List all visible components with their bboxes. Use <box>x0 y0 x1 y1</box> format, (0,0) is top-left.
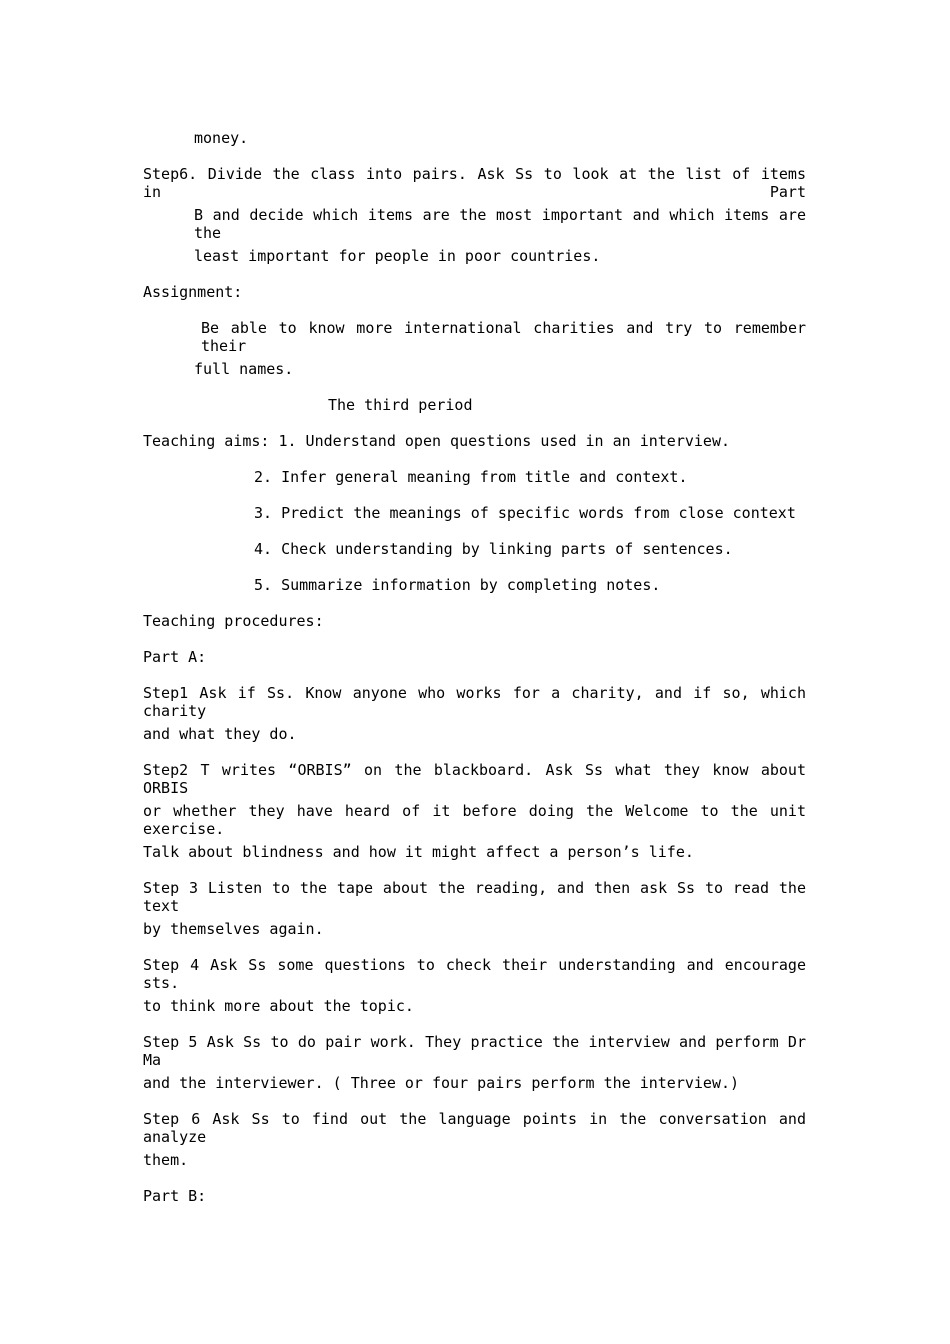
text-line: Step2 T writes “ORBIS” on the blackboard. Ask Ss what they know about ORBIS <box>143 761 806 797</box>
text-line: by themselves again. <box>143 920 324 938</box>
text-line: or whether they have heard of it before doing the Welcome to the unit exercise. <box>143 802 806 838</box>
text-line: Step 4 Ask Ss some questions to check their understanding and encourage sts. <box>143 956 806 992</box>
text-line: Part A: <box>143 648 207 666</box>
list-item: 5. Summarize information by completing notes. <box>254 576 661 594</box>
text-line: Step 5 Ask Ss to do pair work. They practice the interview and perform Dr Ma <box>143 1033 806 1069</box>
text-line: B and decide which items are the most important and which items are the <box>194 206 806 242</box>
text-line: and the interviewer. ( Three or four pairs perform the interview.) <box>143 1074 740 1092</box>
text-line: Step 6 Ask Ss to find out the language points in the conversation and analyze <box>143 1110 806 1146</box>
text-line: them. <box>143 1151 189 1169</box>
text-line: to think more about the topic. <box>143 997 414 1015</box>
list-item: 3. Predict the meanings of specific words from close context <box>254 504 796 522</box>
section-heading: The third period <box>328 396 473 414</box>
text-line: Be able to know more international charities and try to remember their <box>201 319 806 355</box>
list-item: 2. Infer general meaning from title and context. <box>254 468 688 486</box>
text-line: and what they do. <box>143 725 297 743</box>
text-line: Talk about blindness and how it might affect a person’s life. <box>143 843 694 861</box>
text-line: full names. <box>194 360 294 378</box>
text-line: Teaching aims: 1. Understand open questions used in an interview. <box>143 432 730 450</box>
text-line: money. <box>194 129 249 147</box>
text-line: Step1 Ask if Ss. Know anyone who works for a charity, and if so, which charity <box>143 684 806 720</box>
text-line: Assignment: <box>143 283 243 301</box>
text-line: Step 3 Listen to the tape about the reading, and then ask Ss to read the text <box>143 879 806 915</box>
text-line: least important for people in poor countries. <box>194 247 601 265</box>
text-line: Teaching procedures: <box>143 612 324 630</box>
text-line: Step6. Divide the class into pairs. Ask Ss to look at the list of items in Part <box>143 165 806 201</box>
text-line: Part B: <box>143 1187 207 1205</box>
list-item: 4. Check understanding by linking parts of sentences. <box>254 540 733 558</box>
